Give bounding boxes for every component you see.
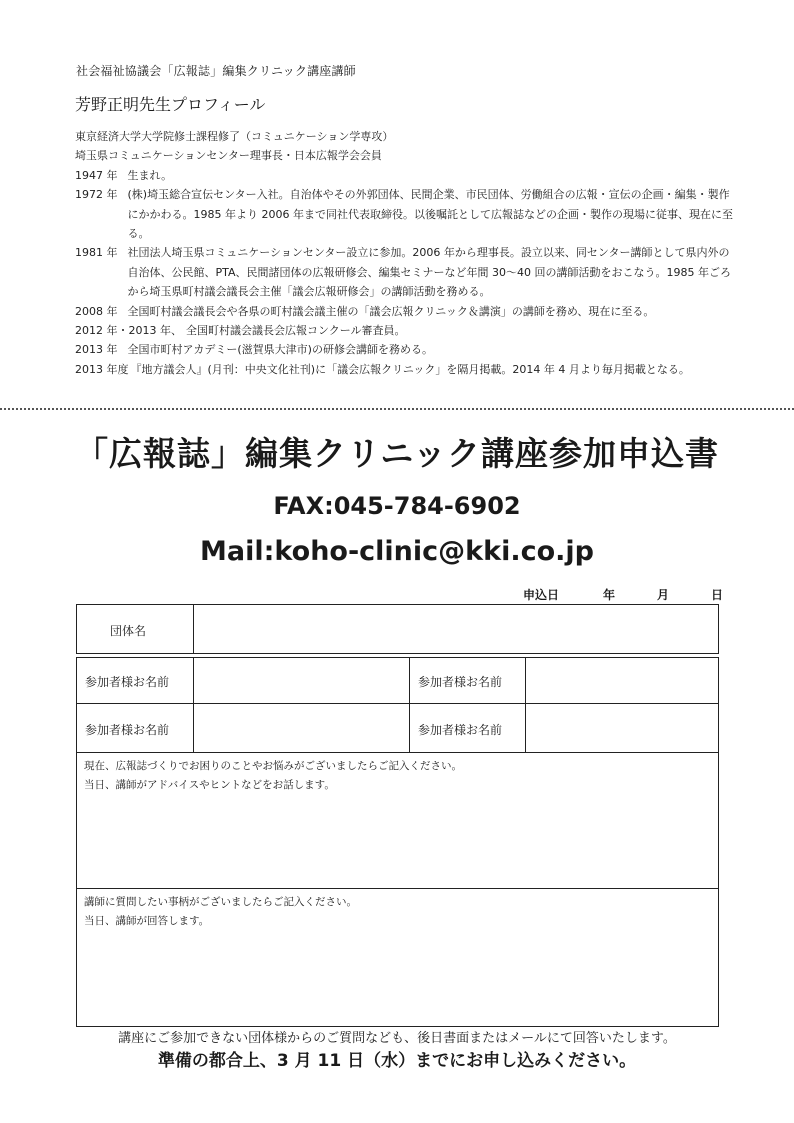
lecturer-subtitle: 社会福祉協議会「広報誌」編集クリニック講座講師 xyxy=(76,64,356,78)
concerns-prompt-line: 現在、広報誌づくりでお困りのことやお悩みがございましたらご記入ください。 xyxy=(84,760,462,772)
questions-prompt-line: 当日、講師が回答します。 xyxy=(84,915,210,927)
bio-entry-year: 2012 年・2013 年、 xyxy=(75,324,182,338)
participant-name-field[interactable] xyxy=(525,657,719,704)
bio-entry-year: 2013 年 xyxy=(75,343,118,357)
day-label: 日 xyxy=(711,588,724,602)
form-title: 「広報誌」編集クリニック講座参加申込書 xyxy=(74,434,720,473)
participant-name-field[interactable] xyxy=(193,703,410,753)
participant-label: 参加者様お名前 xyxy=(85,675,170,689)
bio-entry-text: 全国市町村アカデミー(滋賀県大津市)の研修会講師を務める。 xyxy=(127,343,433,357)
bio-entry xyxy=(75,321,735,340)
participant-label-cell xyxy=(76,657,194,704)
bio-entry-text: 生まれ。 xyxy=(127,168,173,182)
participant-label: 参加者様お名前 xyxy=(418,723,503,737)
bio-entry xyxy=(75,166,735,185)
participant-label: 参加者様お名前 xyxy=(418,675,503,689)
questions-field[interactable] xyxy=(76,888,719,1027)
bio-entry-year: 1972 年 xyxy=(75,188,118,202)
date-label: 申込日 xyxy=(523,588,560,602)
bio-entry-text: 社団法人埼玉県コミュニケーションセンター設立に参加。2006 年から理事長。設立以来、同センター講師として県内外の自治体、公民館、PTA、民間諸団体の広報研修会、編集セミナーなど年間 30～40 回の講師活動をおこなう。1985 年ごろから埼玉県町村議会議長会主催「議会広報研修会」の講師活動を務める。 xyxy=(127,246,731,299)
bio-entry-year: 1981 年 xyxy=(75,246,118,260)
email-address: Mail:koho-clinic@kki.co.jp xyxy=(200,536,594,567)
bio-education: 東京経済大学大学院修士課程修了（コミュニケーション学専攻） xyxy=(75,130,394,143)
bio-entry xyxy=(75,360,735,379)
bio-entry xyxy=(75,340,735,359)
org-name-field[interactable] xyxy=(193,604,719,654)
bio-entry-year: 2013 年度 xyxy=(75,362,129,376)
participant-name-field[interactable] xyxy=(525,703,719,753)
bio-entry-text: (株)埼玉総合宣伝センター入社。自治体やその外郭団体、民間企業、市民団体、労働組合の広報・宣伝の企画・編集・製作にかかわる。1985 年より 2006 年まで同社代表取締役。以後嘱託として広報誌などの企画・製作の現場に従事、現在に至る。 xyxy=(127,188,733,241)
participant-label-cell xyxy=(76,703,194,753)
profile-title: 芳野正明先生プロフィール xyxy=(75,95,266,114)
bio-position: 埼玉県コミュニケーションセンター理事長・日本広報学会会員 xyxy=(75,149,382,163)
participant-label-cell xyxy=(409,657,526,704)
participant-label-cell xyxy=(409,703,526,753)
concerns-prompt-line: 当日、講師がアドバイスやヒントなどをお話します。 xyxy=(84,779,335,791)
bio-entry-year: 1947 年 xyxy=(75,168,118,182)
participant-name-field[interactable] xyxy=(193,657,410,704)
bio-entry-text: 全国町村議会議長会や各県の町村議会議主催の「議会広報クリニック＆講演」の講師を務め、現在に至る。 xyxy=(127,304,655,318)
org-label: 団体名 xyxy=(110,624,147,638)
month-label: 月 xyxy=(657,588,670,602)
year-label: 年 xyxy=(603,588,616,602)
deadline-notice: 準備の都合上、3 月 11 日（水）までにお申し込みください。 xyxy=(157,1051,637,1071)
questions-prompt-line: 講師に質問したい事柄がございましたらご記入ください。 xyxy=(84,896,357,908)
bio-entry-text: 『地方議会人』(月刊：中央文化社刊)に「議会広報クリニック」を隔月掲載。2014 年 4 月より毎月掲載となる。 xyxy=(130,362,690,376)
fax-number: FAX:045-784-6902 xyxy=(273,492,521,520)
questions-prompt xyxy=(84,893,357,931)
bio-entry xyxy=(75,302,735,321)
cut-line xyxy=(0,408,794,410)
participant-label: 参加者様お名前 xyxy=(85,723,170,737)
bio-entry xyxy=(75,243,735,301)
footer-note: 講座にご参加できない団体様からのご質問なども、後日書面またはメールにて回答いたします。 xyxy=(118,1031,676,1046)
bio-entry-year: 2008 年 xyxy=(75,304,118,318)
profile-bio xyxy=(75,127,735,379)
concerns-prompt xyxy=(84,757,462,795)
bio-entry-text: 全国町村議会議長会広報コンクール審査員。 xyxy=(185,324,406,338)
concerns-field[interactable] xyxy=(76,752,719,889)
org-label-cell xyxy=(76,604,194,654)
bio-entry xyxy=(75,185,735,243)
